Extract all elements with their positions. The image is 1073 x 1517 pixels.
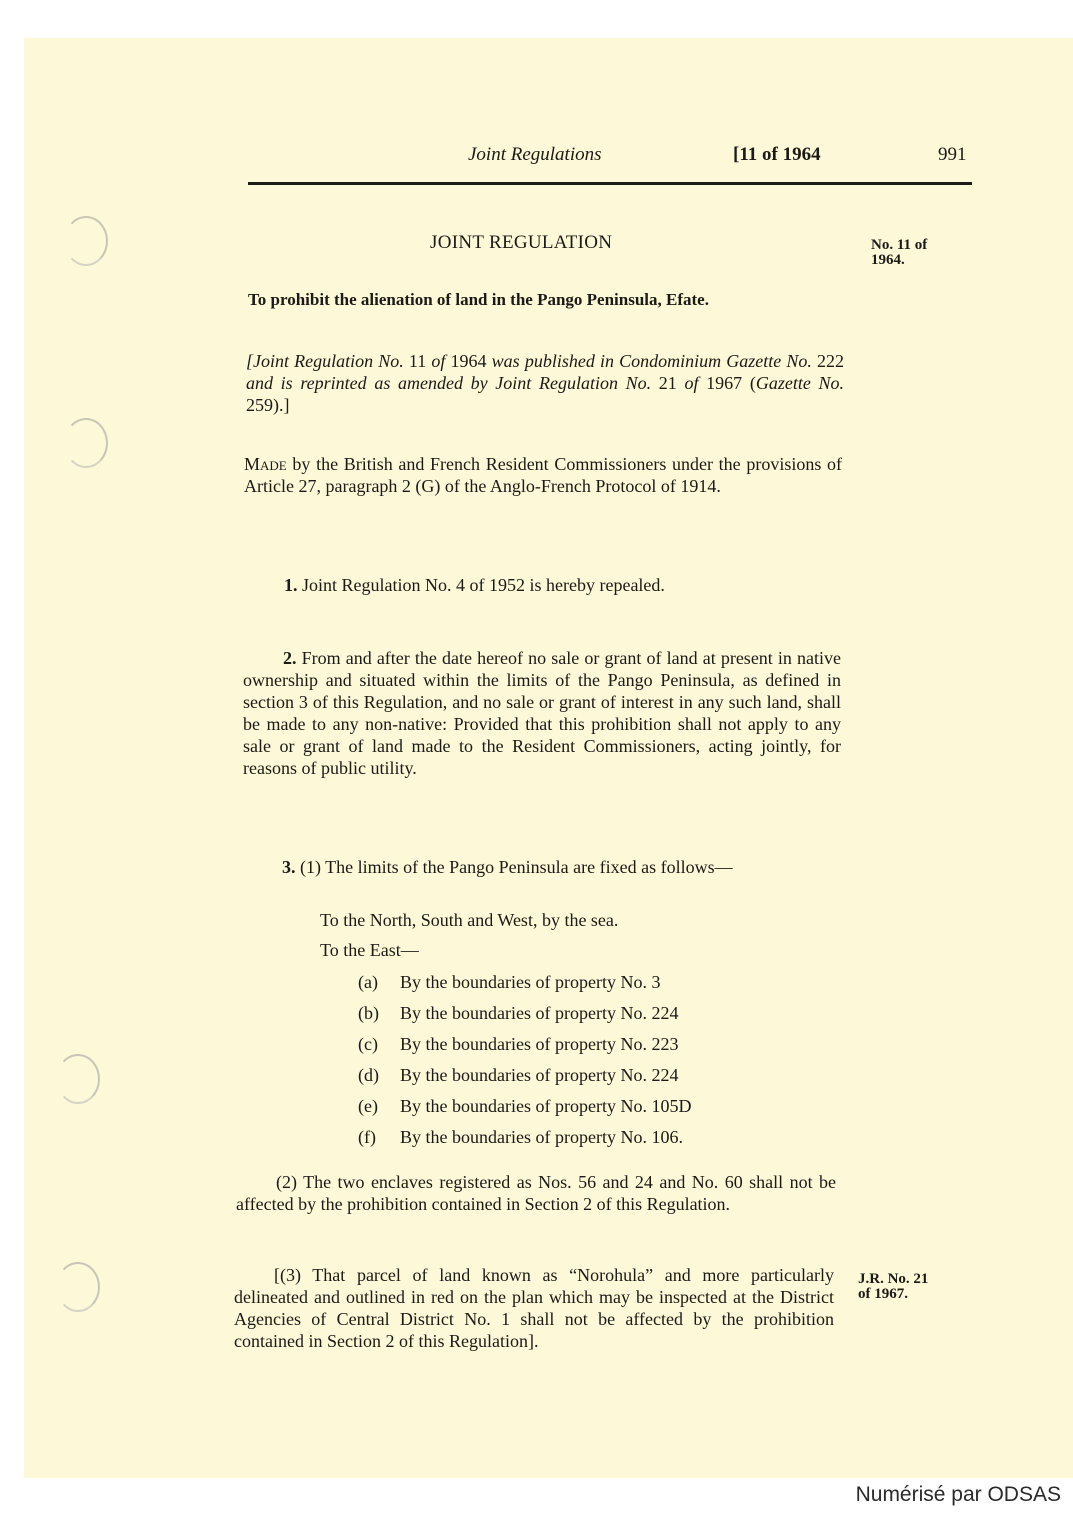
section-1: 1. Joint Regulation No. 4 of 1952 is hereby repealed. — [284, 575, 665, 595]
document-title: JOINT REGULATION — [430, 232, 613, 253]
punch-hole — [64, 216, 108, 266]
list-item: (e) By the boundaries of property No. 105D — [358, 1096, 692, 1116]
section-3-sub3: [(3) That parcel of land known as “Norohula” and more particularly delineated and outlined in red on the plan which may be inspected at the District Agencies of Central District No. 1 shall not be affected by the prohibition contained in Section 2 of this Regulation]. — [234, 1265, 834, 1351]
section-3-sub1: 3. (1) The limits of the Pango Peninsula are fixed as follows— — [282, 857, 733, 877]
document-subtitle: To prohibit the alienation of land in the Pango Peninsula, Efate. — [248, 290, 709, 309]
publication-note: [Joint Regulation No. 11 of 1964 was published in Condominium Gazette No. 222 and is reprinted as amended by Joint Regulation No. 21 of 1967 (Gazette No. 259).] — [246, 351, 845, 415]
section-3-sub2: (2) The two enclaves registered as Nos. 56 and 24 and No. 60 shall not be affected by the prohibition contained in Section 2 of this Regulation. — [236, 1172, 836, 1214]
preamble: Made by the British and French Resident Commissioners under the provisions of Article 27, paragraph 2 (G) of the Anglo-French Protocol of 1914. — [244, 454, 842, 496]
list-item: (a) By the boundaries of property No. 3 — [358, 972, 661, 992]
margin-note-top: No. 11 of 1964. — [871, 237, 928, 268]
margin-note-bottom: J.R. No. 21 of 1967. — [858, 1271, 929, 1302]
list-item: (c) By the boundaries of property No. 223 — [358, 1034, 679, 1054]
section-2: 2. From and after the date hereof no sale or grant of land at present in native ownership and situated within the limits of the Pango Peninsula, as defined in section 3 of this Regulation, and no sale or grant of interest in any such land, shall be made to any non-native: Provided that this prohibition shall not apply to any sale or grant of land made to the Resident Commissioners, acting jointly, for reasons of public utility. — [243, 648, 841, 778]
list-item: (b) By the boundaries of property No. 224 — [358, 1003, 679, 1023]
list-item: (d) By the boundaries of property No. 224 — [358, 1065, 679, 1085]
header-rule — [248, 182, 972, 185]
limit-north-south-west: To the North, South and West, by the sea. — [320, 910, 619, 930]
page-number: 991 — [938, 144, 967, 165]
limit-east: To the East— — [320, 940, 419, 960]
punch-hole — [56, 1054, 100, 1104]
punch-hole — [64, 418, 108, 468]
list-item: (f) By the boundaries of property No. 106. — [358, 1127, 683, 1147]
regulation-reference: [11 of 1964 — [733, 144, 821, 165]
running-title: Joint Regulations — [468, 144, 602, 165]
punch-hole — [56, 1262, 100, 1312]
digitization-credit: Numérisé par ODSAS — [855, 1483, 1061, 1506]
